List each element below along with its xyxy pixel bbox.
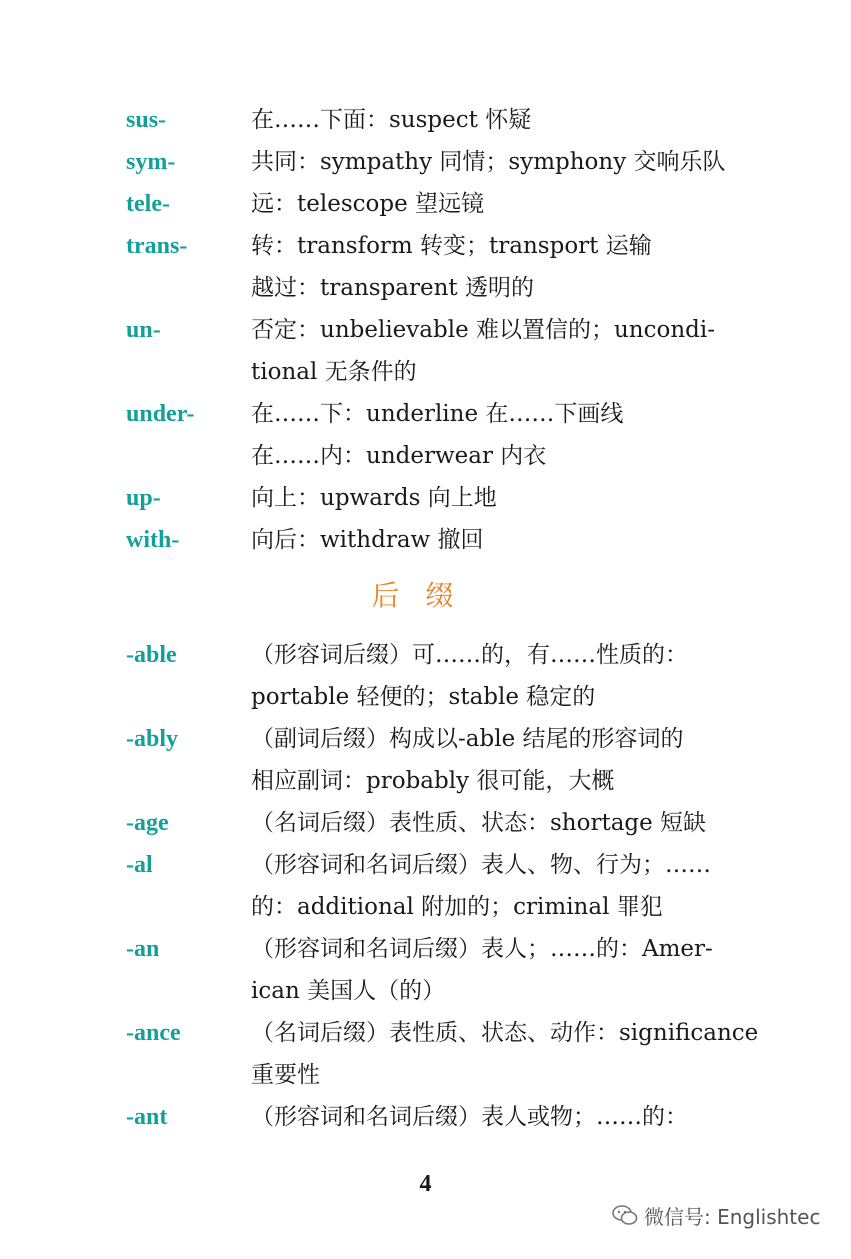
entry-definition bbox=[251, 99, 731, 141]
entry-definition bbox=[251, 634, 731, 718]
entry-definition bbox=[251, 393, 731, 477]
entry-definition bbox=[251, 477, 731, 519]
definition-line: 重要性 bbox=[251, 1062, 320, 1088]
entry-definition bbox=[251, 309, 731, 393]
entry-term: trans- bbox=[126, 233, 188, 259]
definition-line: （形容词和名词后缀）表人或物；……的： bbox=[251, 1104, 688, 1130]
definition-line: ican 美国人（的） bbox=[251, 978, 446, 1004]
page-number: 4 bbox=[419, 1171, 432, 1197]
definition-line: 向上：upwards 向上地 bbox=[251, 485, 497, 511]
entry-term: -ant bbox=[126, 1104, 168, 1130]
definition-line: （形容词和名词后缀）表人；……的：Amer- bbox=[251, 936, 713, 962]
definition-line: （名词后缀）表性质、状态：shortage 短缺 bbox=[251, 810, 707, 836]
entry-term: under- bbox=[126, 401, 195, 427]
entry-term: -al bbox=[126, 852, 153, 878]
definition-line: 转：transform 转变；transport 运输 bbox=[251, 233, 652, 259]
entry-term: un- bbox=[126, 317, 161, 343]
definition-line: tional 无条件的 bbox=[251, 359, 417, 385]
section-title-suffix: 后缀 bbox=[371, 579, 480, 612]
entry-term: up- bbox=[126, 485, 161, 511]
entry-term: -ance bbox=[126, 1020, 181, 1046]
definition-line: （形容词后缀）可……的，有……性质的： bbox=[251, 642, 688, 668]
definition-line: 远：telescope 望远镜 bbox=[251, 191, 484, 217]
entry-definition bbox=[251, 1012, 759, 1096]
entry-definition bbox=[251, 928, 731, 1012]
entry-term: -an bbox=[126, 936, 160, 962]
definition-line: portable 轻便的；stable 稳定的 bbox=[251, 684, 596, 710]
definition-line: 相应副词：probably 很可能，大概 bbox=[251, 768, 615, 794]
entry-definition bbox=[251, 718, 731, 802]
definition-line: （名词后缀）表性质、状态、动作：significance bbox=[251, 1020, 759, 1046]
definition-line: （形容词和名词后缀）表人、物、行为；…… bbox=[251, 852, 711, 878]
entry-definition bbox=[251, 225, 731, 309]
entry-term: tele- bbox=[126, 191, 170, 217]
watermark-text: 微信号: Englishtec bbox=[644, 1205, 821, 1229]
entry-definition bbox=[251, 802, 731, 844]
entry-definition bbox=[251, 183, 731, 225]
entry-definition bbox=[251, 1096, 731, 1138]
entry-definition bbox=[251, 519, 731, 561]
entry-definition bbox=[251, 141, 731, 183]
entry-definition bbox=[251, 844, 731, 928]
entry-term: -ably bbox=[126, 726, 179, 752]
watermark bbox=[612, 1202, 820, 1234]
definition-line: 向后：withdraw 撤回 bbox=[251, 527, 484, 553]
definition-line: 共同：sympathy 同情；symphony 交响乐队 bbox=[251, 149, 726, 175]
entry-term: sym- bbox=[126, 149, 176, 175]
entry-term: -able bbox=[126, 642, 177, 668]
definition-line: 越过：transparent 透明的 bbox=[251, 275, 534, 301]
definition-line: 在……内：underwear 内衣 bbox=[251, 443, 547, 469]
definition-line: （副词后缀）构成以-able 结尾的形容词的 bbox=[251, 726, 684, 752]
definition-line: 在……下面：suspect 怀疑 bbox=[251, 107, 532, 133]
entry-term: -age bbox=[126, 810, 169, 836]
definition-line: 在……下：underline 在……下画线 bbox=[251, 401, 624, 427]
entry-term: sus- bbox=[126, 107, 167, 133]
definition-line: 的：additional 附加的；criminal 罪犯 bbox=[251, 894, 663, 920]
definition-line: 否定：unbelievable 难以置信的；uncondi- bbox=[251, 317, 716, 343]
wechat-icon bbox=[612, 1204, 638, 1234]
entry-term: with- bbox=[126, 527, 180, 553]
